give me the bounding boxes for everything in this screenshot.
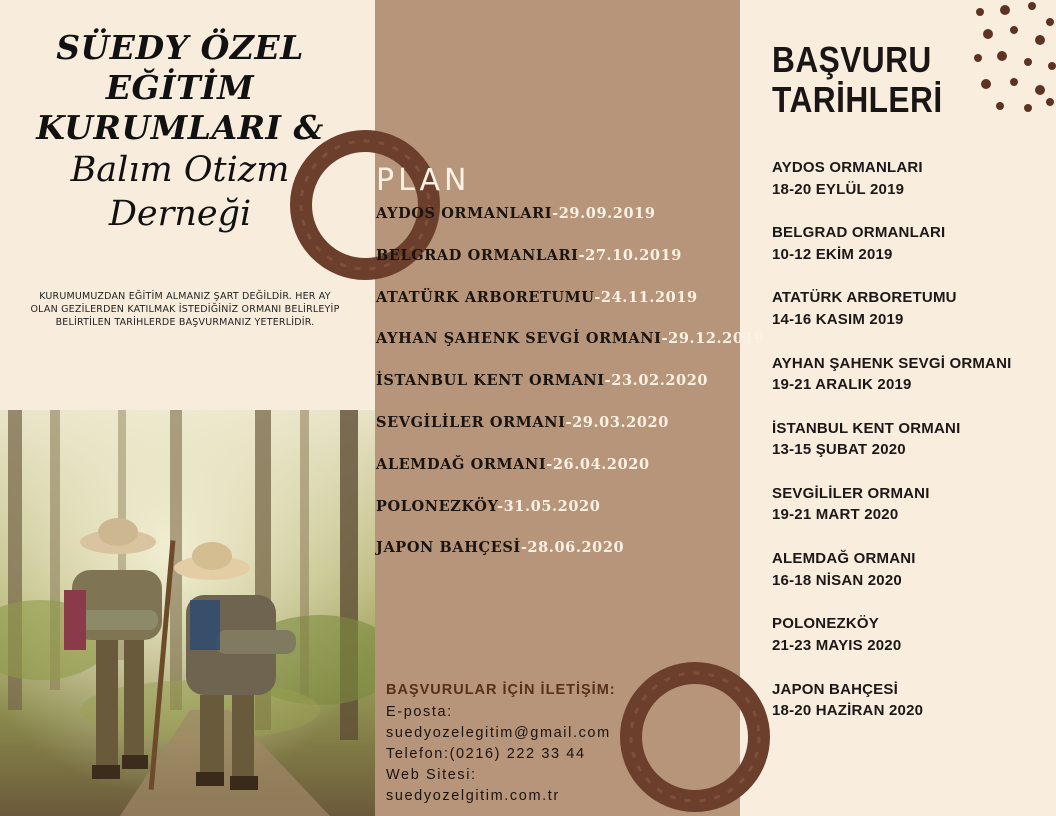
apply-item [772, 613, 1052, 678]
apply-date: 21-23 MAYIS 2020 [772, 636, 902, 654]
coffee-bean-pattern [970, 0, 1056, 118]
plan-place: İSTANBUL KENT ORMANI [376, 372, 605, 390]
hiking-children-photo [0, 410, 375, 816]
plan-place: SEVGİLİLER ORMANI [376, 413, 566, 431]
plan-date: -29.12.2019 [661, 330, 765, 348]
apply-dates-title [772, 40, 943, 120]
plan-place: AYHAN ŞAHENK SEVGİ ORMANI [376, 330, 662, 348]
apply-date: 19-21 MART 2020 [772, 506, 899, 524]
plan-date: -29.09.2019 [552, 205, 656, 222]
plan-place: ALEMDAĞ ORMANI [376, 455, 547, 473]
apply-place: BELGRAD ORMANLARI [772, 224, 946, 242]
apply-place: AYHAN ŞAHENK SEVGİ ORMANI [772, 354, 1012, 372]
plan-date: -26.04.2020 [546, 455, 650, 473]
apply-item [772, 157, 1052, 222]
email-label: E-posta: [386, 704, 453, 720]
apply-title-line-2: TARİHLERİ [772, 79, 943, 120]
apply-date: 19-21 ARALIK 2019 [772, 376, 912, 394]
apply-date: 18-20 HAZİRAN 2020 [772, 702, 924, 719]
apply-date: 10-12 EKİM 2019 [772, 245, 893, 263]
apply-item [772, 679, 1052, 744]
plan-date: -31.05.2020 [497, 497, 601, 515]
email-link[interactable]: suedyozelegitim@gmail.com [386, 725, 611, 741]
contact-section [386, 682, 686, 807]
plan-item [376, 205, 746, 247]
intro-text: KURUMUMUZDAN EĞİTİM ALMANIZ ŞART DEĞİLDİR. HER AY OLAN GEZİLERDEN KATILMAK İSTEDİĞİNİZ ORMANI BELİRLEYİP BELİRTİLEN TARİHLERDE BAŞVURMANIZ YETERLİDİR. [30, 291, 340, 328]
website-label: Web Sitesi: [386, 767, 477, 783]
plan-item [376, 498, 746, 540]
apply-place: POLONEZKÖY [772, 615, 880, 633]
apply-dates-list [772, 157, 1052, 744]
plan-item [376, 372, 746, 414]
contact-heading: BAŞVURULAR İÇİN İLETİŞİM: [386, 682, 616, 698]
website-link[interactable]: suedyozelgitim.com.tr [386, 788, 560, 804]
apply-place: SEVGİLİLER ORMANI [772, 484, 930, 502]
apply-item [772, 353, 1052, 418]
apply-item [772, 287, 1052, 352]
plan-place: ATATÜRK ARBORETUMU [376, 288, 595, 306]
plan-date: -24.11.2019 [594, 288, 698, 306]
apply-place: AYDOS ORMANLARI [772, 159, 923, 176]
plan-place: JAPON BAHÇESİ [376, 539, 521, 557]
apply-date: 16-18 NİSAN 2020 [772, 571, 902, 589]
apply-item [772, 483, 1052, 548]
plan-item [376, 456, 746, 498]
plan-item [376, 330, 765, 372]
phone-text[interactable]: Telefon:(0216) 222 33 44 [386, 746, 586, 762]
plan-place: AYDOS ORMANLARI [376, 205, 553, 222]
apply-date: 13-15 ŞUBAT 2020 [772, 441, 906, 459]
apply-item [772, 222, 1052, 287]
title-line-2: EĞİTİM [105, 68, 255, 107]
title-line-5: Derneği [108, 194, 252, 234]
apply-place: ALEMDAĞ ORMANI [772, 550, 916, 568]
plan-list [376, 205, 765, 581]
plan-place: BELGRAD ORMANLARI [376, 246, 579, 264]
plan-item [376, 414, 746, 456]
plan-date: -29.03.2020 [565, 413, 669, 431]
apply-date: 18-20 EYLÜL 2019 [772, 180, 905, 198]
plan-date: -27.10.2019 [578, 246, 682, 264]
plan-date: -23.02.2020 [604, 372, 709, 390]
apply-place: JAPON BAHÇESİ [772, 680, 898, 698]
title-line-3: KURUMLARI & [36, 108, 324, 147]
apply-item [772, 418, 1052, 483]
title-line-4: Balım Otizm [70, 150, 290, 190]
apply-date: 14-16 KASIM 2019 [772, 310, 904, 328]
plan-title: PLAN [376, 163, 471, 198]
apply-place: İSTANBUL KENT ORMANI [772, 419, 961, 437]
apply-place: ATATÜRK ARBORETUMU [772, 289, 957, 307]
apply-item [772, 548, 1052, 613]
apply-title-line-1: BAŞVURU [772, 39, 932, 80]
title-line-1: SÜEDY ÖZEL [56, 28, 304, 67]
organization-title [20, 28, 340, 236]
plan-date: -28.06.2020 [520, 539, 625, 557]
plan-item [376, 247, 746, 289]
plan-item [376, 539, 746, 581]
plan-place: POLONEZKÖY [376, 497, 497, 515]
plan-item [376, 289, 746, 331]
